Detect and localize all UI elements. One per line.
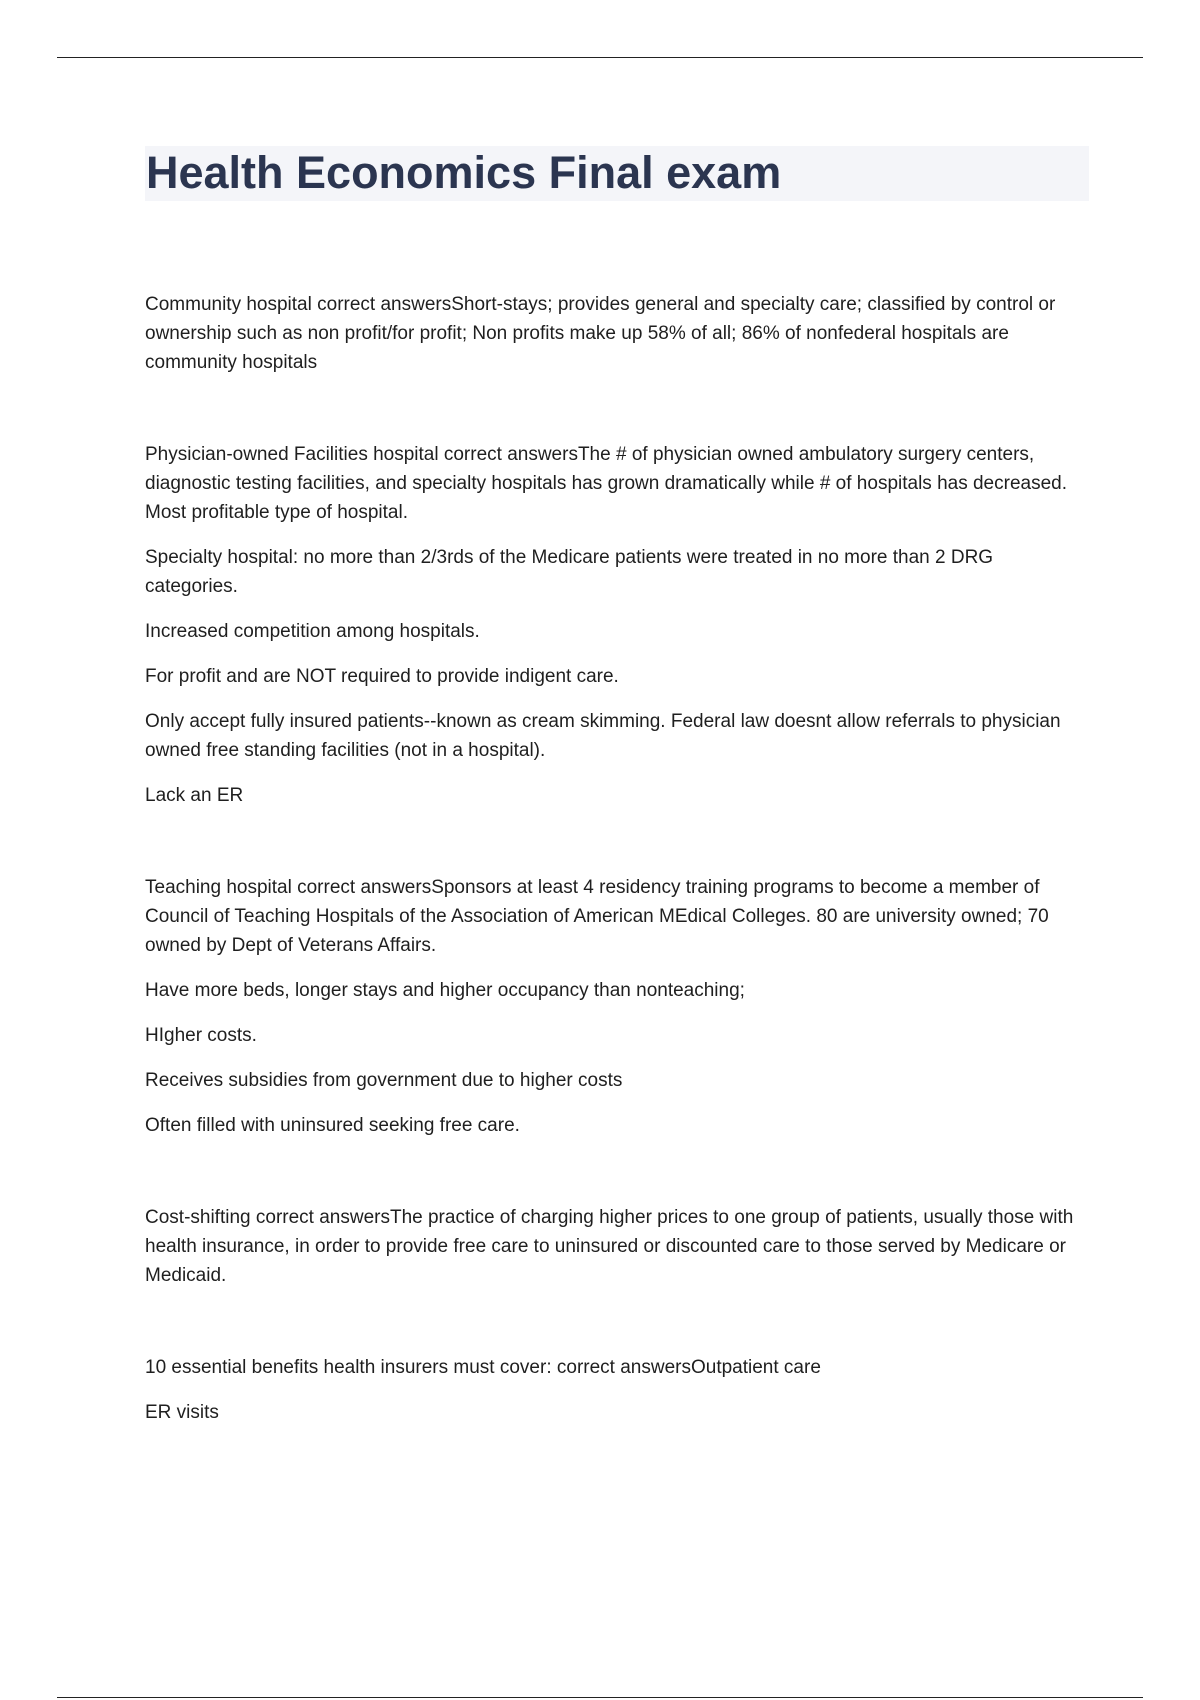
entry-cost-shifting: Cost-shifting correct answersThe practice of charging higher prices to one group of patients, usually those with health insurance, in order to provide free care to uninsured or discounted care to those served by Medicare or Medicaid.: [145, 1207, 1074, 1286]
entry-paragraph: HIgher costs.: [145, 1025, 257, 1046]
entry-paragraph: Increased competition among hospitals.: [145, 621, 480, 642]
entry-paragraph: Often filled with uninsured seeking free care.: [145, 1115, 520, 1136]
entry-paragraph: Specialty hospital: no more than 2/3rds of the Medicare patients were treated in no more than 2 DRG categories.: [145, 547, 994, 597]
entry-teaching-hospital: Teaching hospital correct answersSponsors at least 4 residency training programs to become a member of Council of Teaching Hospitals of the Association of American MEdical Colleges. 80 are university owned; 70 owned by Dept of Veterans Affairs.: [145, 877, 1049, 956]
entry-paragraph: Have more beds, longer stays and higher occupancy than nonteaching;: [145, 980, 745, 1001]
entry-paragraph: Lack an ER: [145, 785, 244, 806]
bottom-rule: [57, 1697, 1143, 1698]
entry-physician-owned-facilities: Physician-owned Facilities hospital correct answersThe # of physician owned ambulatory surgery centers, diagnostic testing facilities, and specialty hospitals has grown dramatically while # of hospitals has decreased. Most profitable type of hospital.: [145, 444, 1067, 523]
page-title: Health Economics Final exam: [146, 147, 782, 198]
entry-paragraph: Receives subsidies from government due to higher costs: [145, 1070, 623, 1091]
document-body: [145, 290, 1090, 1443]
entry-community-hospital: Community hospital correct answersShort-stays; provides general and specialty care; classified by control or ownership such as non profit/for profit; Non profits make up 58% of all; 86% of nonfederal hospitals are community hospitals: [145, 294, 1056, 373]
entry-essential-benefits: 10 essential benefits health insurers must cover: correct answersOutpatient care: [145, 1357, 821, 1378]
entry-paragraph: Only accept fully insured patients--known as cream skimming. Federal law doesnt allow referrals to physician owned free standing facilities (not in a hospital).: [145, 711, 1061, 761]
entry-paragraph: ER visits: [145, 1402, 219, 1423]
entry-paragraph: For profit and are NOT required to provide indigent care.: [145, 666, 619, 687]
top-rule: [57, 57, 1143, 58]
